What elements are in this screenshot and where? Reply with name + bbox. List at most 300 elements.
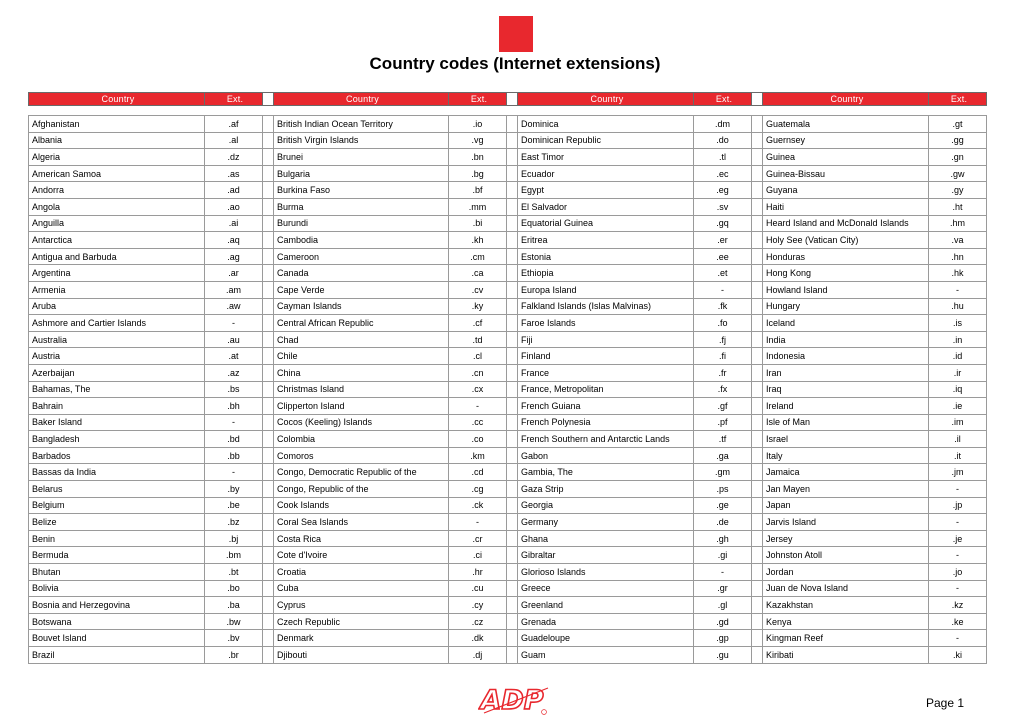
country-cell: Cambodia [274, 232, 449, 249]
extension-cell: .as [205, 165, 263, 182]
table-row [29, 431, 987, 448]
country-cell: Antarctica [29, 232, 205, 249]
country-cell: Guernsey [763, 132, 929, 149]
column-gap [507, 398, 518, 415]
table-row [29, 315, 987, 332]
extension-cell: .af [205, 116, 263, 133]
country-cell: Equatorial Guinea [518, 215, 694, 232]
table-row [29, 364, 987, 381]
column-gap [507, 381, 518, 398]
extension-cell: .ca [449, 265, 507, 282]
country-cell: Israel [763, 431, 929, 448]
column-gap [263, 348, 274, 365]
column-gap [263, 248, 274, 265]
country-cell: Europa Island [518, 281, 694, 298]
column-gap [263, 93, 274, 106]
column-gap [752, 398, 763, 415]
table-row [29, 530, 987, 547]
country-cell: Guadeloupe [518, 630, 694, 647]
extension-cell: - [929, 630, 987, 647]
column-gap [507, 248, 518, 265]
country-cell: Indonesia [763, 348, 929, 365]
extension-cell: .mm [449, 198, 507, 215]
extension-cell: .bj [205, 530, 263, 547]
column-gap [263, 198, 274, 215]
country-cell: Colombia [274, 431, 449, 448]
country-cell: Cameroon [274, 248, 449, 265]
column-gap [752, 447, 763, 464]
column-gap [752, 149, 763, 166]
country-cell: Azerbaijan [29, 364, 205, 381]
table-row [29, 547, 987, 564]
extension-cell: .hn [929, 248, 987, 265]
country-cell: Bahrain [29, 398, 205, 415]
extension-cell: .cn [449, 364, 507, 381]
country-cell: Canada [274, 265, 449, 282]
country-cell: Faroe Islands [518, 315, 694, 332]
column-gap [752, 331, 763, 348]
country-cell: Fiji [518, 331, 694, 348]
country-codes-table [28, 92, 987, 664]
extension-cell: .in [929, 331, 987, 348]
country-cell: Isle of Man [763, 414, 929, 431]
extension-cell: .pf [694, 414, 752, 431]
extension-cell: .gn [929, 149, 987, 166]
extension-cell: - [929, 481, 987, 498]
extension-cell: .cz [449, 613, 507, 630]
country-cell: Czech Republic [274, 613, 449, 630]
extension-cell: .eg [694, 182, 752, 199]
column-gap [507, 364, 518, 381]
extension-cell: .ke [929, 613, 987, 630]
extension-cell: .je [929, 530, 987, 547]
extension-cell: - [929, 580, 987, 597]
country-cell: Ireland [763, 398, 929, 415]
country-cell: Botswana [29, 613, 205, 630]
extension-cell: .hu [929, 298, 987, 315]
country-cell: Jamaica [763, 464, 929, 481]
column-gap [263, 381, 274, 398]
extension-cell: - [205, 315, 263, 332]
country-cell: Chile [274, 348, 449, 365]
country-cell: Jan Mayen [763, 481, 929, 498]
extension-cell: .cg [449, 481, 507, 498]
country-cell: Congo, Democratic Republic of the [274, 464, 449, 481]
column-gap [507, 331, 518, 348]
country-cell: Angola [29, 198, 205, 215]
country-cell: Heard Island and McDonald Islands [763, 215, 929, 232]
column-gap [263, 182, 274, 199]
country-cell: Germany [518, 514, 694, 531]
country-cell: Coral Sea Islands [274, 514, 449, 531]
extension-cell: .gl [694, 597, 752, 614]
extension-cell: .im [929, 414, 987, 431]
extension-cell: .iq [929, 381, 987, 398]
extension-cell: .gr [694, 580, 752, 597]
column-gap [263, 597, 274, 614]
table-row [29, 481, 987, 498]
country-cell: Bangladesh [29, 431, 205, 448]
country-cell: Guinea-Bissau [763, 165, 929, 182]
extension-cell: .cv [449, 281, 507, 298]
country-cell: Ashmore and Cartier Islands [29, 315, 205, 332]
extension-cell: .bw [205, 613, 263, 630]
country-cell: Guam [518, 647, 694, 664]
country-cell: Belgium [29, 497, 205, 514]
table-row [29, 248, 987, 265]
extension-cell: .bz [205, 514, 263, 531]
column-gap [263, 630, 274, 647]
country-cell: Finland [518, 348, 694, 365]
table-row [29, 597, 987, 614]
extension-cell: .co [449, 431, 507, 448]
table-row [29, 348, 987, 365]
extension-cell: .km [449, 447, 507, 464]
country-cell: Jersey [763, 530, 929, 547]
country-cell: Iran [763, 364, 929, 381]
country-cell: Dominican Republic [518, 132, 694, 149]
country-cell: British Indian Ocean Territory [274, 116, 449, 133]
extension-cell: .ck [449, 497, 507, 514]
country-cell: Bermuda [29, 547, 205, 564]
extension-cell: .tf [694, 431, 752, 448]
table-row [29, 497, 987, 514]
extension-cell: - [929, 547, 987, 564]
extension-cell: .fo [694, 315, 752, 332]
column-gap [507, 132, 518, 149]
page-title: Country codes (Internet extensions) [369, 54, 661, 73]
extension-cell: .vg [449, 132, 507, 149]
column-gap [507, 165, 518, 182]
table-row [29, 232, 987, 249]
extension-cell: .ci [449, 547, 507, 564]
table-row [29, 215, 987, 232]
country-cell: Central African Republic [274, 315, 449, 332]
header-ext: Ext. [929, 93, 987, 106]
country-cell: Argentina [29, 265, 205, 282]
extension-cell: .fk [694, 298, 752, 315]
header-ext: Ext. [205, 93, 263, 106]
column-gap [752, 514, 763, 531]
column-gap [263, 315, 274, 332]
column-gap [507, 464, 518, 481]
column-gap [752, 198, 763, 215]
extension-cell: .ps [694, 481, 752, 498]
column-gap [507, 431, 518, 448]
column-gap [263, 564, 274, 581]
column-gap [263, 116, 274, 133]
country-cell: Guyana [763, 182, 929, 199]
column-gap [507, 281, 518, 298]
extension-cell: .id [929, 348, 987, 365]
column-gap [507, 215, 518, 232]
country-cell: Glorioso Islands [518, 564, 694, 581]
extension-cell: .ki [929, 647, 987, 664]
column-gap [752, 613, 763, 630]
extension-cell: .ga [694, 447, 752, 464]
table-row [29, 613, 987, 630]
extension-cell: .gm [694, 464, 752, 481]
country-cell: Baker Island [29, 414, 205, 431]
column-gap [263, 414, 274, 431]
column-gap [263, 447, 274, 464]
extension-cell: .ge [694, 497, 752, 514]
country-cell: Kiribati [763, 647, 929, 664]
extension-cell: .bi [449, 215, 507, 232]
extension-cell: .bd [205, 431, 263, 448]
country-cell: Croatia [274, 564, 449, 581]
country-cell: Djibouti [274, 647, 449, 664]
extension-cell: .et [694, 265, 752, 282]
column-gap [752, 132, 763, 149]
column-gap [752, 414, 763, 431]
country-cell: Georgia [518, 497, 694, 514]
column-gap [507, 630, 518, 647]
extension-cell: .hk [929, 265, 987, 282]
country-cell: Antigua and Barbuda [29, 248, 205, 265]
country-cell: Gibraltar [518, 547, 694, 564]
extension-cell: .kh [449, 232, 507, 249]
country-cell: Gambia, The [518, 464, 694, 481]
country-cell: Burundi [274, 215, 449, 232]
extension-cell: .dj [449, 647, 507, 664]
column-gap [752, 93, 763, 106]
adp-logo-text: ADP [480, 685, 544, 716]
column-gap [752, 348, 763, 365]
extension-cell: .hm [929, 215, 987, 232]
country-cell: Iraq [763, 381, 929, 398]
column-gap [263, 647, 274, 664]
header-ext: Ext. [694, 93, 752, 106]
country-cell: Brunei [274, 149, 449, 166]
column-gap [752, 165, 763, 182]
country-cell: Brazil [29, 647, 205, 664]
extension-cell: .ir [929, 364, 987, 381]
extension-cell: .bh [205, 398, 263, 415]
country-cell: Christmas Island [274, 381, 449, 398]
header-country: Country [29, 93, 205, 106]
country-cell: Cocos (Keeling) Islands [274, 414, 449, 431]
country-cell: Bolivia [29, 580, 205, 597]
country-cell: Comoros [274, 447, 449, 464]
header-country: Country [518, 93, 694, 106]
country-cell: Hungary [763, 298, 929, 315]
country-cell: France, Metropolitan [518, 381, 694, 398]
extension-cell: .er [694, 232, 752, 249]
column-gap [752, 464, 763, 481]
country-cell: Benin [29, 530, 205, 547]
extension-cell: .il [929, 431, 987, 448]
extension-cell: .gh [694, 530, 752, 547]
country-cell: Australia [29, 331, 205, 348]
extension-cell: - [449, 398, 507, 415]
extension-cell: .gq [694, 215, 752, 232]
extension-cell: .aq [205, 232, 263, 249]
extension-cell: .is [929, 315, 987, 332]
country-cell: Austria [29, 348, 205, 365]
column-gap [752, 215, 763, 232]
extension-cell: .aw [205, 298, 263, 315]
extension-cell: .ht [929, 198, 987, 215]
country-cell: French Guiana [518, 398, 694, 415]
column-gap [263, 464, 274, 481]
extension-cell: .cl [449, 348, 507, 365]
country-cell: Jarvis Island [763, 514, 929, 531]
extension-cell: .gy [929, 182, 987, 199]
table-row [29, 580, 987, 597]
country-cell: Bassas da India [29, 464, 205, 481]
extension-cell: .cu [449, 580, 507, 597]
column-gap [507, 514, 518, 531]
extension-cell: .va [929, 232, 987, 249]
extension-cell: .bo [205, 580, 263, 597]
table-row [29, 165, 987, 182]
extension-cell: .bg [449, 165, 507, 182]
column-gap [507, 232, 518, 249]
table-header-row [29, 93, 987, 106]
country-cell: Egypt [518, 182, 694, 199]
country-cell: Costa Rica [274, 530, 449, 547]
column-gap [752, 281, 763, 298]
country-cell: Juan de Nova Island [763, 580, 929, 597]
country-cell: Ecuador [518, 165, 694, 182]
country-cell: American Samoa [29, 165, 205, 182]
column-gap [263, 265, 274, 282]
column-gap [752, 116, 763, 133]
country-cell: Burkina Faso [274, 182, 449, 199]
extension-cell: - [449, 514, 507, 531]
column-gap [752, 481, 763, 498]
country-cell: Dominica [518, 116, 694, 133]
country-cell: Ethiopia [518, 265, 694, 282]
table-row [29, 132, 987, 149]
extension-cell: .gg [929, 132, 987, 149]
column-gap [507, 93, 518, 106]
extension-cell: .by [205, 481, 263, 498]
extension-cell: .at [205, 348, 263, 365]
country-cell: Hong Kong [763, 265, 929, 282]
extension-cell: .cy [449, 597, 507, 614]
extension-cell: .hr [449, 564, 507, 581]
country-cell: Holy See (Vatican City) [763, 232, 929, 249]
country-cell: China [274, 364, 449, 381]
country-cell: Bosnia and Herzegovina [29, 597, 205, 614]
table-row [29, 630, 987, 647]
column-gap [507, 547, 518, 564]
column-gap [507, 182, 518, 199]
country-cell: Belize [29, 514, 205, 531]
extension-cell: .gw [929, 165, 987, 182]
extension-cell: .ky [449, 298, 507, 315]
extension-cell: .dm [694, 116, 752, 133]
table-row [29, 464, 987, 481]
column-gap [263, 481, 274, 498]
country-cell: Bulgaria [274, 165, 449, 182]
table-row [29, 447, 987, 464]
country-cell: Falkland Islands (Islas Malvinas) [518, 298, 694, 315]
column-gap [752, 597, 763, 614]
column-gap [507, 580, 518, 597]
extension-cell: .gf [694, 398, 752, 415]
extension-cell: .jp [929, 497, 987, 514]
column-gap [507, 149, 518, 166]
extension-cell: .ar [205, 265, 263, 282]
column-gap [507, 315, 518, 332]
country-cell: France [518, 364, 694, 381]
extension-cell: .gd [694, 613, 752, 630]
column-gap [507, 613, 518, 630]
table-row [29, 182, 987, 199]
column-gap [263, 165, 274, 182]
adp-logo [478, 684, 552, 716]
country-cell: Gaza Strip [518, 481, 694, 498]
country-cell: Honduras [763, 248, 929, 265]
table-row [29, 198, 987, 215]
extension-cell: .ad [205, 182, 263, 199]
extension-cell: .ag [205, 248, 263, 265]
country-cell: Guatemala [763, 116, 929, 133]
column-gap [263, 514, 274, 531]
extension-cell: .gu [694, 647, 752, 664]
table-row [29, 265, 987, 282]
country-cell: Japan [763, 497, 929, 514]
extension-cell: - [694, 564, 752, 581]
table-row [29, 331, 987, 348]
extension-cell: .ee [694, 248, 752, 265]
page-number: Page 1 [926, 696, 965, 710]
column-gap [752, 564, 763, 581]
extension-cell: - [694, 281, 752, 298]
extension-cell: .cm [449, 248, 507, 265]
column-gap [752, 431, 763, 448]
country-cell: Afghanistan [29, 116, 205, 133]
extension-cell: .cx [449, 381, 507, 398]
country-cell: Cyprus [274, 597, 449, 614]
country-cell: Armenia [29, 281, 205, 298]
column-gap [507, 198, 518, 215]
column-gap [263, 232, 274, 249]
country-cell: Cook Islands [274, 497, 449, 514]
extension-cell: .dk [449, 630, 507, 647]
extension-cell: .ba [205, 597, 263, 614]
country-cell: Greece [518, 580, 694, 597]
table-row [29, 149, 987, 166]
header-spacer [29, 106, 987, 116]
country-cell: Johnston Atoll [763, 547, 929, 564]
country-cell: Ghana [518, 530, 694, 547]
column-gap [263, 331, 274, 348]
column-gap [752, 530, 763, 547]
extension-cell: .br [205, 647, 263, 664]
column-gap [263, 364, 274, 381]
country-cell: Grenada [518, 613, 694, 630]
extension-cell: .cr [449, 530, 507, 547]
header-country: Country [763, 93, 929, 106]
column-gap [507, 564, 518, 581]
country-cell: Greenland [518, 597, 694, 614]
column-gap [752, 364, 763, 381]
extension-cell: .tl [694, 149, 752, 166]
extension-cell: .fi [694, 348, 752, 365]
column-gap [263, 431, 274, 448]
extension-cell: .fr [694, 364, 752, 381]
column-gap [507, 530, 518, 547]
column-gap [263, 398, 274, 415]
country-cell: Chad [274, 331, 449, 348]
extension-cell: - [205, 414, 263, 431]
country-cell: Italy [763, 447, 929, 464]
country-cell: Bhutan [29, 564, 205, 581]
